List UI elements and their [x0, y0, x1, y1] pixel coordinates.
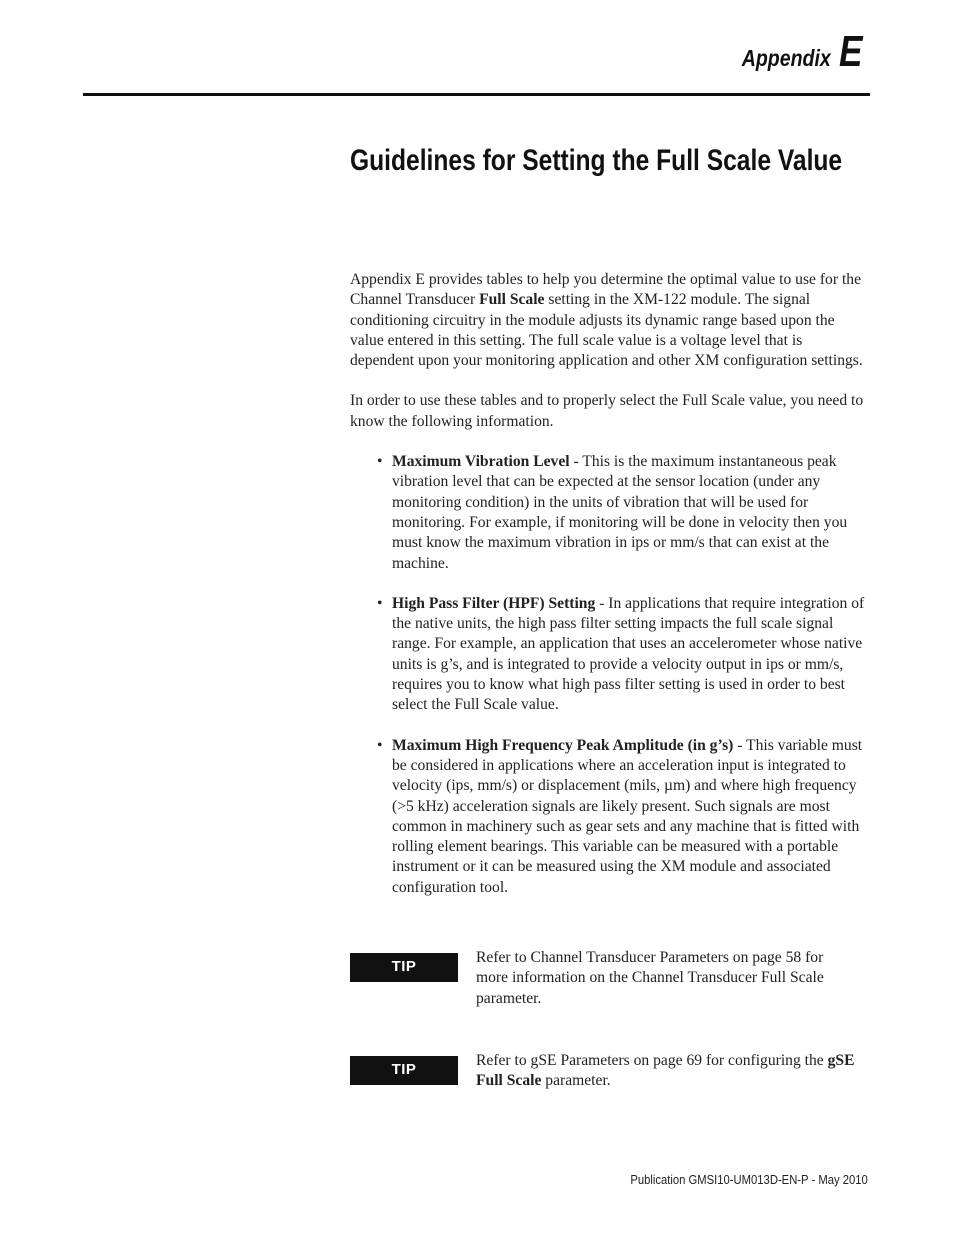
- list-item: [350, 736, 868, 898]
- tip-text-main: Refer to gSE Parameters on page 69 for configuring the: [476, 1052, 828, 1069]
- appendix-label: Appendix: [741, 45, 831, 71]
- tip-text-main: Refer to Channel Transducer Parameters on page 58 for more information on the Channel Transducer Full Scale parameter.: [476, 949, 824, 1007]
- appendix-letter: E: [838, 27, 863, 76]
- tip-text-after: parameter.: [541, 1072, 611, 1090]
- tip-badge: TIP: [350, 953, 458, 982]
- publication-footer: Publication GMSI10-UM013D-EN-P - May 2010: [630, 1173, 868, 1187]
- intro-text-b: setting in the XM-122 module. The signal conditioning circuitry in the module adjusts its dynamic range based upon the value entered in this setting. The full scale value is a voltage level that is dependent upon your monitoring application and other XM configuration settings.: [350, 291, 863, 370]
- intro-text-a: Appendix E provides tables to help you determine the optimal value to use for the Channel Transducer: [350, 271, 861, 309]
- header-rule: [83, 93, 870, 96]
- list-item-text: - This is the maximum instantaneous peak vibration level that can be expected at the sensor location (under any monitoring condition) in the units of vibration that will be used for monitoring. For example, if monitoring will be done in velocity then you must know the maximum vibration in ips or mm/s that can exist at the machine.: [392, 453, 848, 572]
- page-title: Guidelines for Setting the Full Scale Value: [350, 144, 843, 177]
- body-content: [350, 270, 868, 918]
- tip-badge: TIP: [350, 1056, 458, 1085]
- list-item-text: - In applications that require integration of the native units, the high pass filter setting impacts the full scale signal range. For example, an application that uses an accelerometer whose native units is g’s, and is integrated to provide a velocity output in ips or mm/s, requires you to know what high pass filter setting is used in order to best select the Full Scale value.: [392, 594, 865, 714]
- list-item: [350, 452, 868, 574]
- requirements-paragraph: In order to use these tables and to properly select the Full Scale value, you need to know the following information.: [350, 392, 864, 430]
- requirements-list: [350, 452, 868, 898]
- tip-text-bold: gSE Full Scale: [476, 1052, 855, 1090]
- appendix-header: [726, 27, 868, 76]
- tip-box: [350, 948, 868, 1009]
- intro-paragraph: [350, 270, 868, 371]
- intro-text-bold: Full Scale: [479, 291, 545, 309]
- tip-text: [476, 1051, 856, 1092]
- list-item-term: Maximum High Frequency Peak Amplitude (in g’s): [392, 736, 734, 754]
- list-item: [350, 594, 868, 716]
- tip-box: [350, 1051, 868, 1092]
- list-item-text: - This variable must be considered in applications where an acceleration input is integrated to velocity (ips, mm/s) or displacement (mils, µm) and where high frequency (>5 kHz) acceleration signals are likely present. Such signals are most common in machinery such as gear sets and any machine that is fitted with rolling element bearings. This variable can be measured with a portable instrument or it can be measured using the XM module and associated configuration tool.: [392, 736, 863, 896]
- tip-text: [476, 948, 856, 1009]
- list-item-term: Maximum Vibration Level: [392, 453, 570, 471]
- list-item-term: High Pass Filter (HPF) Setting: [392, 594, 596, 612]
- bullet-icon: •: [377, 736, 383, 754]
- bullet-icon: •: [377, 453, 383, 471]
- bullet-icon: •: [377, 594, 383, 612]
